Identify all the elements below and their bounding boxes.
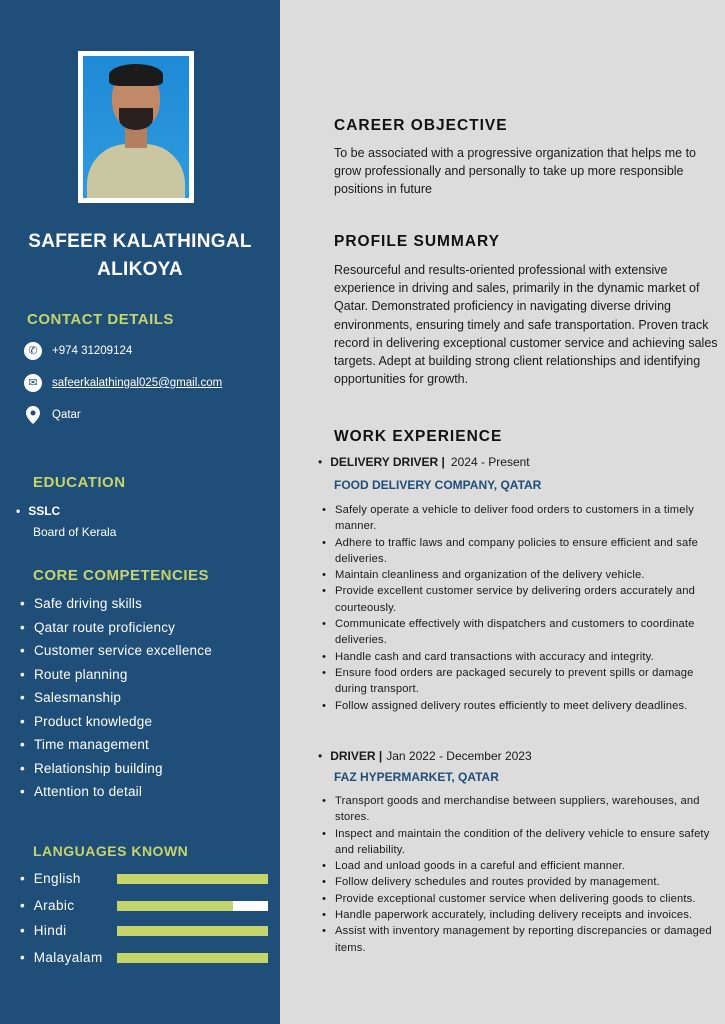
language-level-bar — [117, 926, 268, 936]
contact-heading: CONTACT DETAILS — [27, 311, 174, 328]
job-period: Jan 2022 - December 2023 — [386, 749, 532, 763]
list-item: • Handle paperwork accurately, including delivery receipts and invoices. — [320, 907, 715, 923]
list-item: • Product knowledge — [20, 713, 212, 737]
education-title: • SSLC — [16, 504, 60, 518]
list-item: • Route planning — [20, 666, 212, 690]
language-row: • Hindi — [20, 923, 268, 938]
languages-heading: LANGUAGES KNOWN — [33, 843, 189, 859]
job-duties — [320, 502, 715, 714]
language-level-bar — [117, 874, 268, 884]
list-item: • Salesmanship — [20, 689, 212, 713]
list-item: • Inspect and maintain the condition of the delivery vehicle to ensure safety and reliability. — [320, 826, 715, 859]
list-item: • Provide excellent customer service by delivering orders accurately and courteously. — [320, 583, 715, 616]
work-experience-heading: WORK EXPERIENCE — [334, 428, 503, 445]
list-item: • Safely operate a vehicle to deliver food orders to customers in a timely manner. — [320, 502, 715, 535]
language-row: • Arabic — [20, 898, 268, 913]
list-item: • Safe driving skills — [20, 595, 212, 619]
name-line-2: ALIKOYA — [97, 259, 183, 280]
list-item: • Attention to detail — [20, 783, 212, 807]
phone-text: +974 31209124 — [52, 345, 133, 357]
list-item: • Provide exceptional customer service when delivering goods to clients. — [320, 891, 715, 907]
list-item: • Assist with inventory management by reporting discrepancies or damaged items. — [320, 923, 715, 956]
language-row: • Malayalam — [20, 950, 268, 965]
email-icon: ✉ — [24, 374, 42, 392]
job-title: DRIVER | — [330, 749, 383, 763]
list-item: • Handle cash and card transactions with accuracy and integrity. — [320, 649, 715, 665]
main-content — [280, 0, 725, 1024]
job-company: FOOD DELIVERY COMPANY, QATAR — [334, 478, 542, 492]
language-name: Arabic — [33, 898, 75, 913]
profile-summary-text: Resourceful and results-oriented professional with extensive experience in driving and sales, primarily in the dynamic market of Qatar. Demonstrated proficiency in navigating diverse driving environments, ensuring timely and safe transportation. Proven track record in delivering exceptional customer service and achieving sales targets. Adept at building strong client relationships and identifying opportunities for growth. — [334, 263, 718, 387]
job-header: • DRIVER | Jan 2022 - December 2023 — [318, 749, 532, 763]
email-link[interactable]: safeerkalathingal025@gmail.com — [52, 377, 223, 389]
education-board: Board of Kerala — [33, 525, 117, 539]
language-name: Malayalam — [33, 950, 103, 965]
language-level-bar — [117, 953, 268, 963]
list-item: • Qatar route proficiency — [20, 619, 212, 643]
list-item: • Transport goods and merchandise between suppliers, warehouses, and stores. — [320, 793, 715, 826]
phone-icon: ✆ — [24, 342, 42, 360]
language-name: Hindi — [33, 923, 67, 938]
candidate-name — [0, 228, 280, 284]
list-item: • Ensure food orders are packaged securely to prevent spills or damage during transport. — [320, 665, 715, 698]
location-text: Qatar — [52, 409, 81, 421]
location-pin-icon — [24, 406, 42, 424]
profile-summary-heading: PROFILE SUMMARY — [334, 233, 500, 250]
education-heading: EDUCATION — [33, 474, 126, 491]
job-header: • DELIVERY DRIVER | 2024 - Present — [318, 455, 530, 469]
list-item: • Time management — [20, 736, 212, 760]
language-row: • English — [20, 871, 268, 886]
list-item: • Customer service excellence — [20, 642, 212, 666]
contact-email[interactable] — [24, 374, 222, 392]
list-item: • Adhere to traffic laws and company policies to ensure efficient and safe deliveries. — [320, 535, 715, 568]
career-objective-text: To be associated with a progressive organization that helps me to grow professionally and personally to take up more responsible positions in future — [334, 146, 697, 197]
job-company: FAZ HYPERMARKET, QATAR — [334, 770, 499, 784]
name-line-1: SAFEER KALATHINGAL — [28, 231, 252, 252]
competencies-heading: CORE COMPETENCIES — [33, 567, 210, 584]
competencies-list — [20, 595, 212, 807]
list-item: • Relationship building — [20, 760, 212, 784]
job-title: DELIVERY DRIVER | — [330, 455, 445, 469]
list-item: • Communicate effectively with dispatchers and customers to coordinate deliveries. — [320, 616, 715, 649]
list-item: • Follow assigned delivery routes efficiently to meet delivery deadlines. — [320, 698, 715, 714]
job-duties — [320, 793, 715, 956]
contact-location — [24, 406, 81, 424]
career-objective-heading: CAREER OBJECTIVE — [334, 117, 508, 134]
job-period: 2024 - Present — [450, 455, 530, 469]
contact-phone — [24, 342, 132, 360]
list-item: • Load and unload goods in a careful and efficient manner. — [320, 858, 715, 874]
sidebar — [0, 0, 280, 1024]
list-item: • Maintain cleanliness and organization of the delivery vehicle. — [320, 567, 715, 583]
profile-photo — [78, 51, 194, 203]
language-name: English — [33, 871, 81, 886]
list-item: • Follow delivery schedules and routes provided by management. — [320, 874, 715, 890]
language-level-bar — [117, 901, 268, 911]
